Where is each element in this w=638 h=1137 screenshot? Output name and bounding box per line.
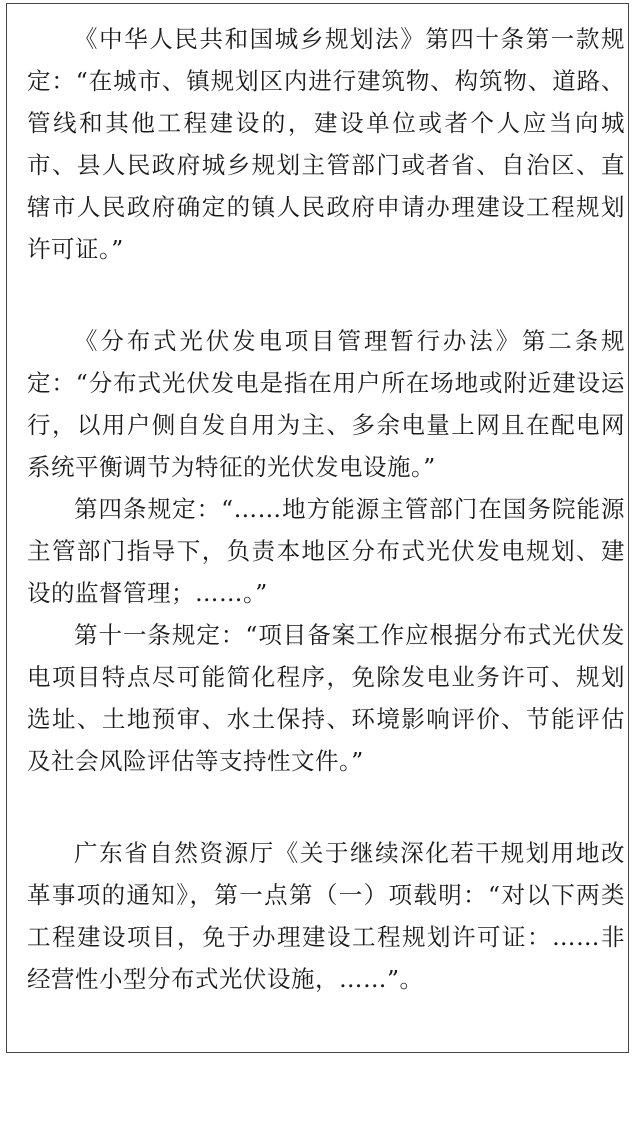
section-guangdong-notice xyxy=(27,832,625,1000)
paragraph-pv-article-4: 第四条规定：“……地方能源主管部门在国务院能源主管部门指导下，负责本地区分布式光伏发电规划、建设的监督管理；……。” xyxy=(27,495,625,607)
paragraph-pv-article-2: 《分布式光伏发电项目管理暂行办法》第二条规定：“分布式光伏发电是指在用户所在场地或附近建设运行，以用户侧自发自用为主、多余电量上网且在配电网系统平衡调节为特征的光伏发电设施。” xyxy=(27,327,625,481)
section-spacer xyxy=(27,782,625,832)
paragraph-guangdong-notice: 广东省自然资源厅《关于继续深化若干规划用地改革事项的通知》，第一点第（一）项载明：“对以下两类工程建设项目，免于办理建设工程规划许可证：……非经营性小型分布式光伏设施，……”。 xyxy=(27,839,625,993)
paragraph-pv-article-11: 第十一条规定：“项目备案工作应根据分布式光伏发电项目特点尽可能简化程序，免除发电业务许可、规划选址、土地预审、水土保持、环境影响评价、节能评估及社会风险评估等支持性文件。” xyxy=(27,621,625,775)
section-urban-rural-planning-law xyxy=(27,18,625,270)
document-frame xyxy=(6,3,629,1053)
paragraph-planning-law-article-40: 《中华人民共和国城乡规划法》第四十条第一款规定：“在城市、镇规划区内进行建筑物、构筑物、道路、管线和其他工程建设的，建设单位或者个人应当向城市、县人民政府城乡规划主管部门或者省、自治区、直辖市人民政府确定的镇人民政府申请办理建设工程规划许可证。” xyxy=(27,25,625,263)
section-spacer xyxy=(27,270,625,320)
document-body xyxy=(27,18,625,1000)
section-distributed-pv-measures xyxy=(27,320,625,782)
